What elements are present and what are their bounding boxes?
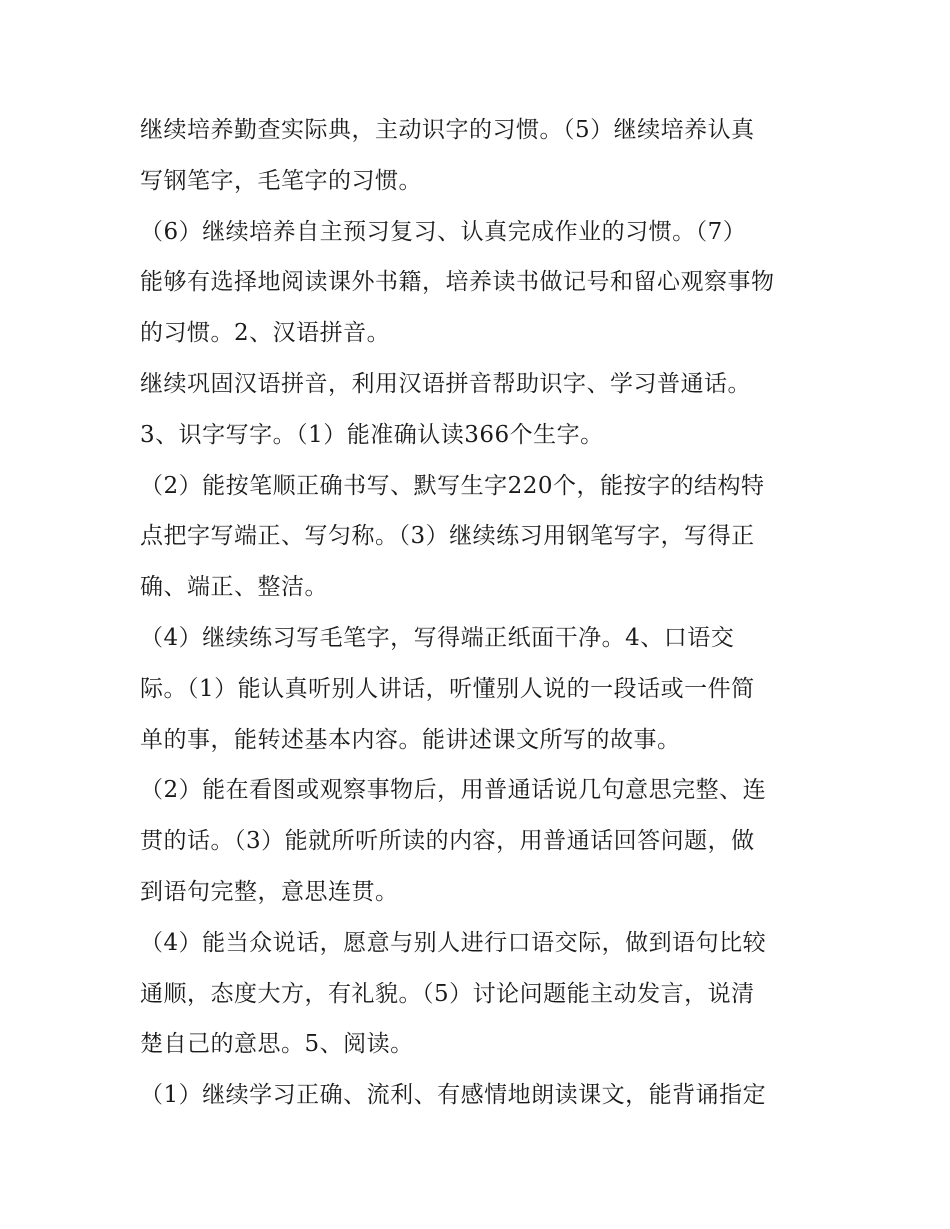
text-line: 继续培养勤查实际典，主动识字的习惯。（5）继续培养认真 xyxy=(140,117,755,143)
text-line: （6）继续培养自主预习复习、认真完成作业的习惯。（7） xyxy=(140,219,747,245)
text-line: 写钢笔字，毛笔字的习惯。 xyxy=(140,168,422,194)
text-line: 贯的话。（3）能就所听所读的内容，用普通话回答问题，做 xyxy=(140,828,755,854)
text-line: 能够有选择地阅读课外书籍，培养读书做记号和留心观察事物 xyxy=(140,269,775,295)
text-line: 的习惯。2、汉语拼音。 xyxy=(140,320,391,346)
text-line: 到语句完整，意思连贯。 xyxy=(140,879,399,905)
text-line: （1）继续学习正确、流利、有感情地朗读课文，能背诵指定 xyxy=(140,1082,767,1108)
text-line: 确、端正、整洁。 xyxy=(140,574,328,600)
text-line: （4）继续练习写毛笔字，写得端正纸面干净。4、口语交 xyxy=(140,625,735,651)
text-line: （4）能当众说话，愿意与别人进行口语交际，做到语句比较 xyxy=(140,930,767,956)
text-line: 单的事，能转述基本内容。能讲述课文所写的故事。 xyxy=(140,727,681,753)
text-line: （2）能按笔顺正确书写、默写生字220个，能按字的结构特 xyxy=(140,473,765,499)
text-line: 楚自己的意思。5、阅读。 xyxy=(140,1031,414,1057)
text-line: 点把字写端正、写匀称。（3）继续练习用钢笔写字，写得正 xyxy=(140,523,755,549)
text-line: （2）能在看图或观察事物后，用普通话说几句意思完整、连 xyxy=(140,777,767,803)
text-line: 3、识字写字。（1）能准确认读366个生字。 xyxy=(140,422,604,448)
text-line: 继续巩固汉语拼音，利用汉语拼音帮助识字、学习普通话。 xyxy=(140,371,751,397)
text-line: 通顺，态度大方，有礼貌。（5）讨论问题能主动发言，说清 xyxy=(140,981,755,1007)
text-line: 际。（1）能认真听别人讲话，听懂别人说的一段话或一件简 xyxy=(140,676,755,702)
